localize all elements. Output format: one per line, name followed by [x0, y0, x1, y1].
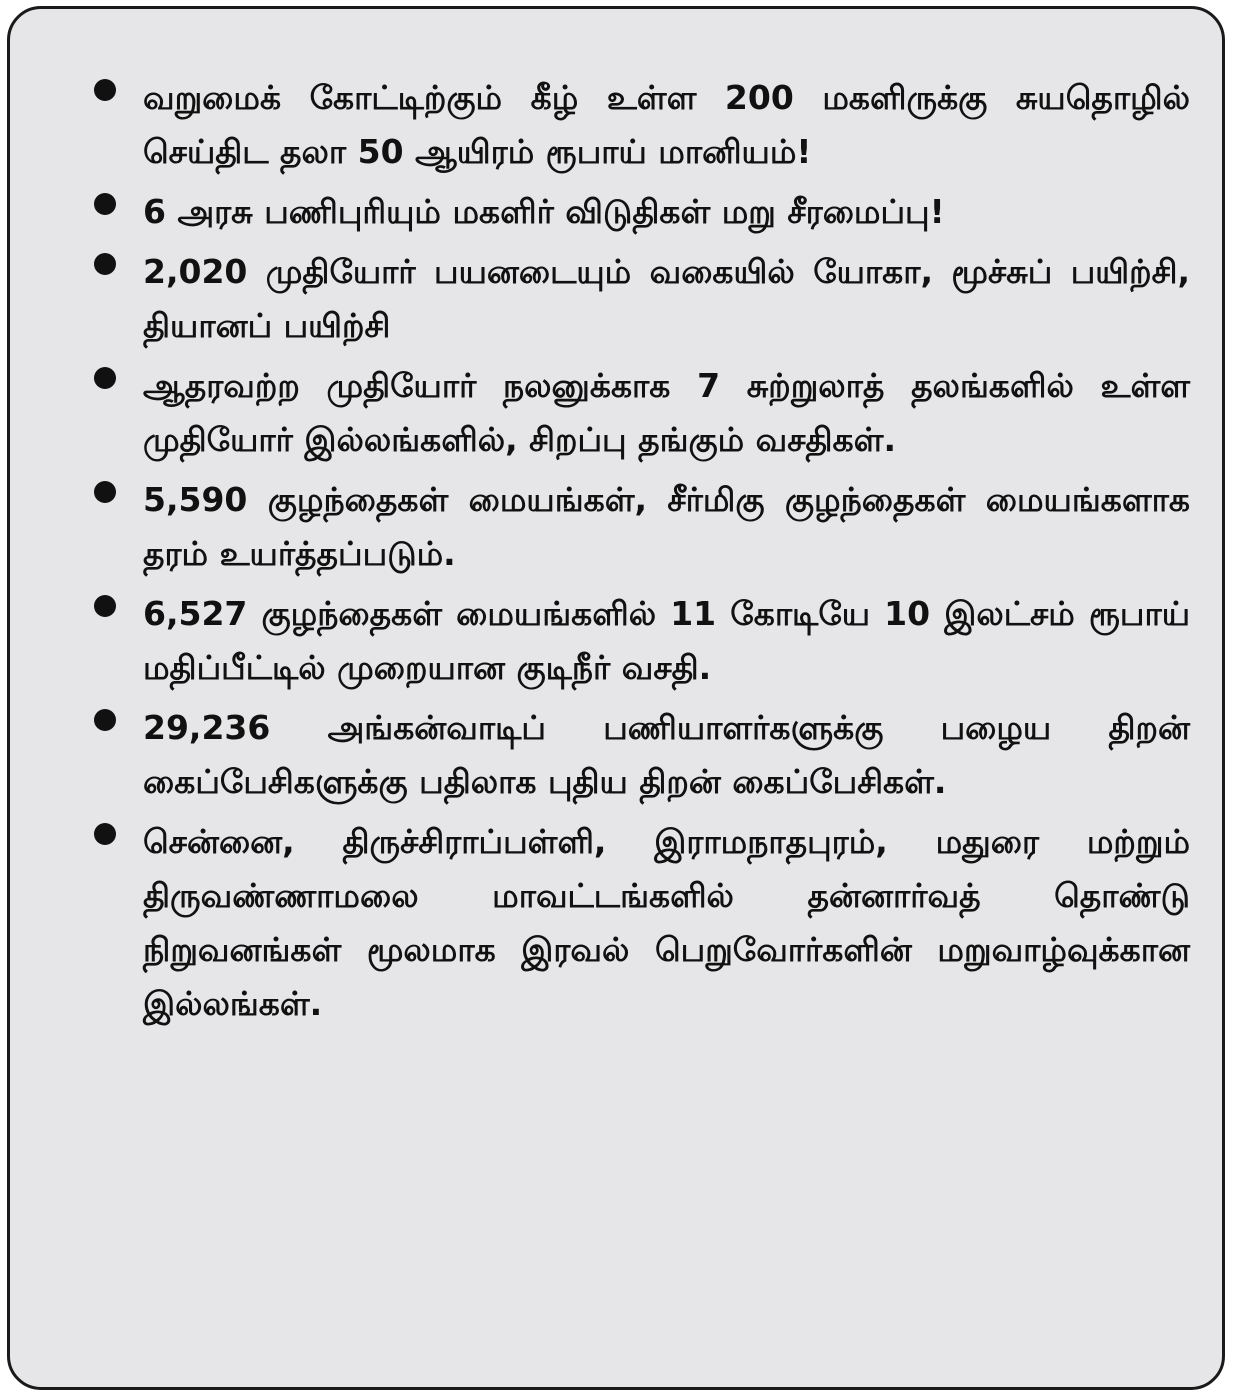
- list-item: [10, 359, 1222, 467]
- list-item: [10, 71, 1222, 179]
- bullet-icon: [94, 367, 116, 389]
- list-item-text: சென்னை, திருச்சிராப்பள்ளி, இராமநாதபுரம், மதுரை மற்றும் திருவண்ணாமலை மாவட்டங்களில் தன்னார்வத் தொண்டு நிறுவனங்கள் மூலமாக இரவல் பெறுவோர்களின் மறுவாழ்வுக்கான இல்லங்கள்.: [143, 822, 1190, 1023]
- bullet-icon: [94, 709, 116, 731]
- list-item: [10, 587, 1222, 695]
- list-item: [10, 185, 1222, 239]
- bullet-icon: [94, 253, 116, 275]
- list-item-text: 29,236 அங்கன்வாடிப் பணியாளர்களுக்கு பழைய திறன் கைப்பேசிகளுக்கு பதிலாக புதிய திறன் கைப்பேசிகள்.: [143, 708, 1190, 801]
- announcement-panel: [7, 6, 1225, 1390]
- bullet-icon: [94, 193, 116, 215]
- list-item-text: ஆதரவற்ற முதியோர் நலனுக்காக 7 சுற்றுலாத் தலங்களில் உள்ள முதியோர் இல்லங்களில், சிறப்பு தங்கும் வசதிகள்.: [143, 366, 1190, 459]
- list-item: [10, 815, 1222, 1031]
- bullet-icon: [94, 481, 116, 503]
- list-item-text: 5,590 குழந்தைகள் மையங்கள், சீர்மிகு குழந்தைகள் மையங்களாக தரம் உயர்த்தப்படும்.: [143, 480, 1190, 573]
- list-item: [10, 473, 1222, 581]
- bullet-icon: [94, 823, 116, 845]
- bullet-icon: [94, 595, 116, 617]
- list-item-text: வறுமைக் கோட்டிற்கும் கீழ் உள்ள 200 மகளிருக்கு சுயதொழில் செய்திட தலா 50 ஆயிரம் ரூபாய் மானியம்!: [143, 78, 1190, 171]
- list-item: [10, 701, 1222, 809]
- list-item-text: 2,020 முதியோர் பயனடையும் வகையில் யோகா, மூச்சுப் பயிற்சி, தியானப் பயிற்சி: [143, 252, 1190, 345]
- bullet-icon: [94, 79, 116, 101]
- list-item-text: 6,527 குழந்தைகள் மையங்களில் 11 கோடியே 10 இலட்சம் ரூபாய் மதிப்பீட்டில் முறையான குடிநீர் வசதி.: [143, 594, 1190, 687]
- list-item: [10, 245, 1222, 353]
- bullet-list: [10, 71, 1222, 1037]
- list-item-text: 6 அரசு பணிபுரியும் மகளிர் விடுதிகள் மறு சீரமைப்பு!: [143, 192, 945, 231]
